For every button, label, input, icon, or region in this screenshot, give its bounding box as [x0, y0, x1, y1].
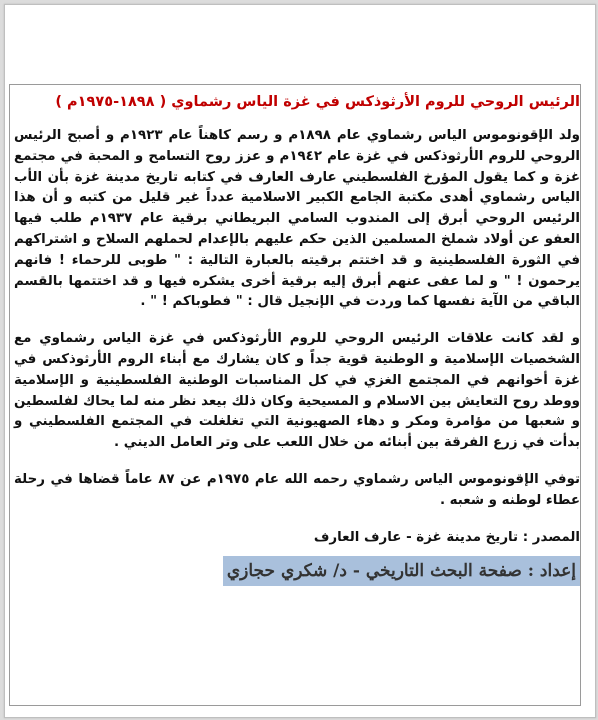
paragraph-biography: ولد الإقونوموس الياس رشماوي عام ١٨٩٨م و رسم كاهناً عام ١٩٢٣م و أصبح الرئيس الروحي للروم الأرثوذكس في غزة عام ١٩٤٢م و عزز روح التسامح و المحبة في مجتمع غزة و كما يقول المؤرخ الفلسطيني عارف العارف في كتابه تاريخ مدينة غزة بأن الأب الياس رشماوي أهدى مكتبة الجامع الكبير الاسلامية عدداً غير قليل من كتبه و أن هذا الرئيس الروحي أبرق إلى المندوب السامي البريطاني برقية عام ١٩٣٧م طلب فيها العفو عن أولاد شملخ المسلمين الذين حكم عليهم بالإعدام لحملهم السلاح و اشتراكهم في الثورة الفلسطينية و قد اختتم برقيته بالعبارة التالية : " طوبى للرحماء ! فانهم يرحمون ! " و لما عفى عنهم أبرق إليه برقية أخرى يشكره فيها و قد اختتمها بالقسم الباقي من الآية نفسها كما وردت في الإنجيل قال : " فطوباكم ! " . — [14, 128, 580, 310]
credit-highlight: إعداد : صفحة البحث التاريخي - د/ شكري حجازي — [223, 556, 580, 586]
source-line: المصدر : تاريخ مدينة غزة - عارف العارف — [313, 529, 580, 545]
document-title: الرئيس الروحي للروم الأرثوذكس في غزة الياس رشماوي ( ١٨٩٨-١٩٧٥م ) — [55, 94, 580, 110]
document-body — [14, 92, 580, 586]
paragraph-death: توفي الإقونوموس الياس رشماوي رحمه الله عام ١٩٧٥م عن ٨٧ عاماً قضاها في رحلة عطاء لوطنه و شعبه . — [14, 471, 580, 508]
paragraph-relations: و لقد كانت علاقات الرئيس الروحي للروم الأرثوذكس في غزة الياس رشماوي مع الشخصيات الإسلامية و الوطنية قوية جداً و كان يشارك مع أبناء الروم الأرثوذكس في غزة أخوانهم في المجتمع الغزي في كل المناسبات الوطنية الفلسطينية و الإسلامية ووطد روح التعايش بين الاسلام و المسيحية وكان ذلك بيعد نظر منه لما يحاك لفلسطين و شعبها من مؤامرة ومكر و دهاء الصهيونية التي تغلغلت في المجتمع الفلسطيني و بدأت في زرع الفرقة بين أبنائه من خلال اللعب على وتر العامل الديني . — [14, 331, 580, 451]
credit-line — [14, 556, 580, 586]
